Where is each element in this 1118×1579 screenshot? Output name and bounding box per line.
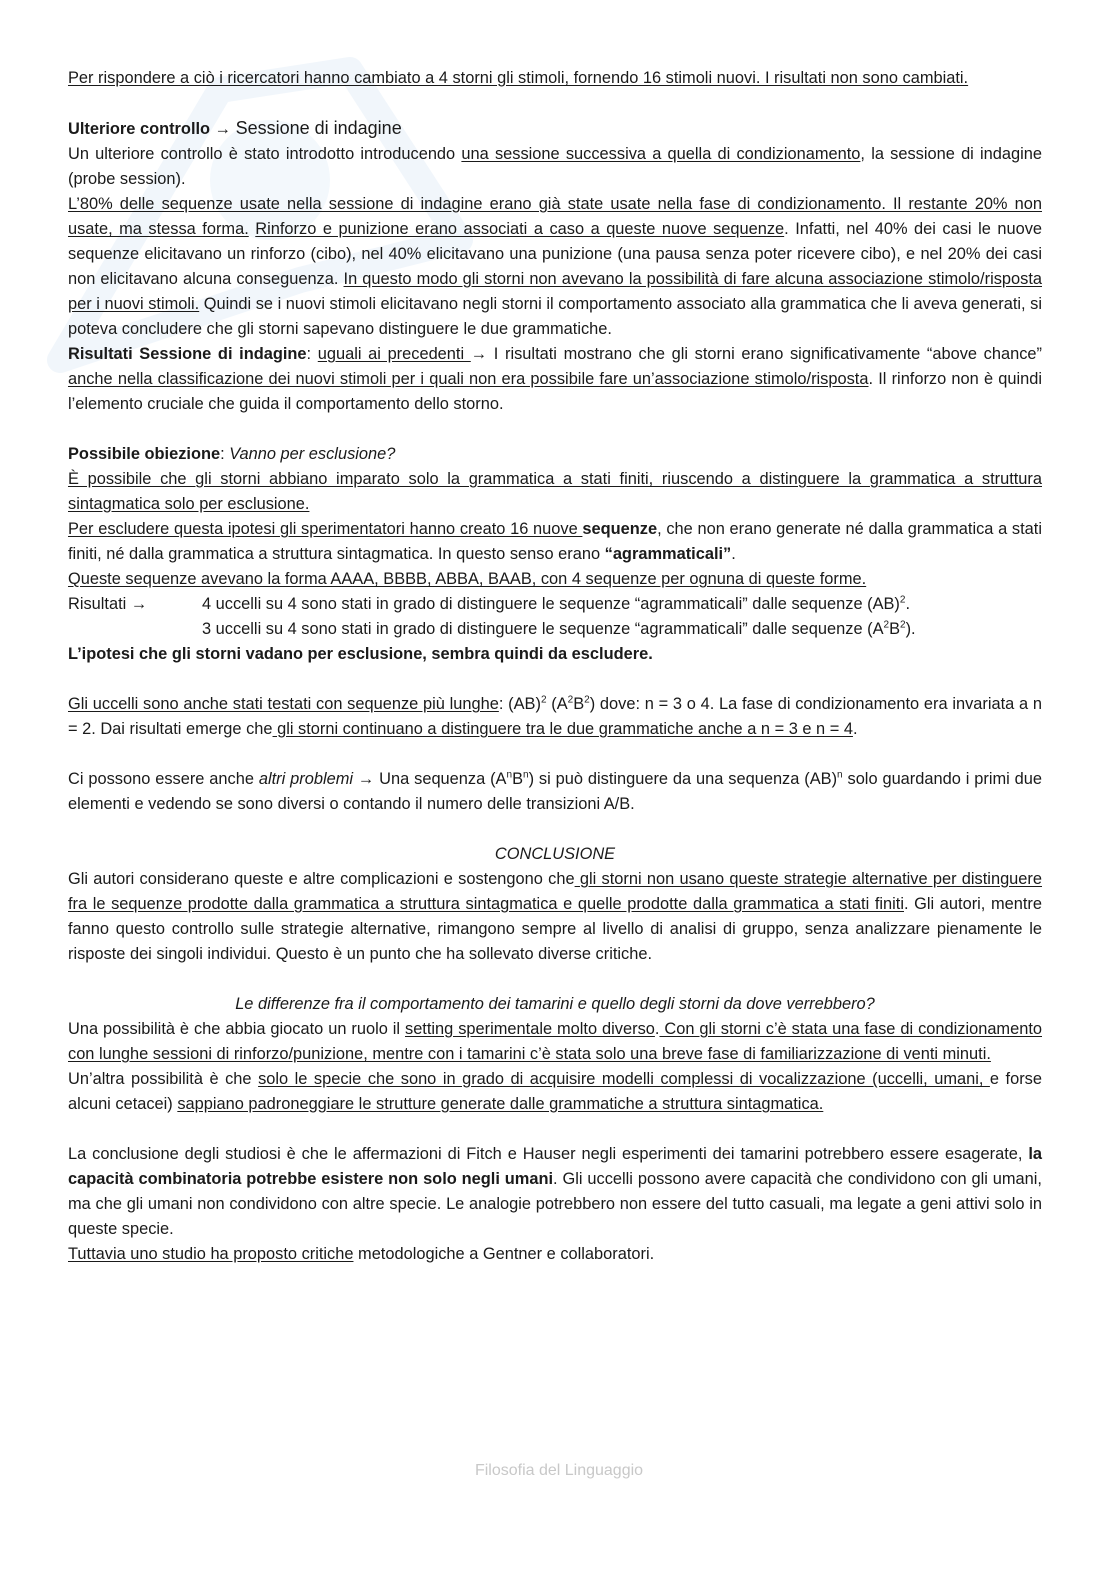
results-row-2: 3 uccelli su 4 sono stati in grado di distinguere le sequenze “agrammaticali” dalle sequenze $(A^2B^2)$. — [202, 619, 916, 638]
results-row-1 — [68, 592, 1042, 617]
paragraph-other-problems: Ci possono essere anche altri problemi → Una sequenza $(A^nB^n)$ si può distinguere da una sequenza (AB)$^n$ solo guardando i primi due elementi e vedendo se sono diversi o contando il numero delle transizioni A/B. — [68, 769, 1042, 813]
heading-conclusion: CONCLUSIONE — [494, 845, 616, 863]
paragraph-final-conclusion: La conclusione degli studiosi è che le affermazioni di Fitch e Hauser negli esperimenti dei tamarini potrebbero essere esagerate, la capacità combinatoria potrebbe esistere non solo negli umani. Gli uccelli possono avere capacità che condividono con gli umani, ma che gli umani non condividono con altre specie. Le analogie potrebbero non essere del tutto casuali, ma legate a geni attivi solo in queste specie. — [68, 1145, 1042, 1238]
heading-probe-session: Ulteriore controllo → Sessione di indagine — [68, 118, 402, 138]
paragraph-changed-stimuli: Per rispondere a ciò i ricercatori hanno cambiato a 4 storni gli stimoli, fornendo 16 stimoli nuovi. I risultati non sono cambiati. — [68, 69, 969, 87]
paragraph-agrammatical: Per escludere questa ipotesi gli sperimentatori hanno creato 16 nuove sequenze, che non erano generate né dalla grammatica a stati finiti, né dalla grammatica a struttura sintagmatica. In questo senso erano “agrammaticali”. — [68, 520, 1042, 563]
paragraph-probe-results: Risultati Sessione di indagine: uguali ai precedenti → I risultati mostrano che gli storni erano significativamente “above chance” anche nella classificazione dei nuovi stimoli per i quali non era possibile fare un’associazione stimolo/risposta. Il rinforzo non è quindi l’elemento cruciale che guida il comportamento dello storno. — [68, 345, 1042, 413]
page-footer: Filosofia del Linguaggio — [474, 1462, 644, 1479]
paragraph-exclusion-conclusion: L’ipotesi che gli storni vadano per esclusione, sembra quindi da escludere. — [68, 645, 653, 663]
paragraph-exclusion: È possibile che gli storni abbiano imparato solo la grammatica a stati finiti, riuscendo a distinguere la grammatica a struttura sintagmatica solo per esclusione. — [68, 470, 1042, 513]
paragraph-further-control: Un ulteriore controllo è stato introdotto introducendo una sessione successiva a quella di condizionamento, la sessione di indagine (probe session). — [68, 145, 1043, 188]
heading-question: Le differenze fra il comportamento dei tamarini e quello degli storni da dove verrebbero? — [235, 995, 875, 1013]
results-label: Risultati → — [68, 595, 148, 613]
paragraph-conclusion: Gli autori considerano queste e altre complicazioni e sostengono che gli storni non usano queste strategie alternative per distinguere fra le sequenze prodotte dalla grammatica a struttura sintagmatica e quelle prodotte dalla grammatica a stati finiti. Gli autori, mentre fanno questo controllo sulle strategie alternative, rimangono sempre al livello di analisi di gruppo, senza analizzare pienamente le risposte dei singoli individui. Questo è un punto che ha sollevato diverse critiche. — [68, 870, 1042, 963]
heading-objection: Possibile obiezione: Vanno per esclusione? — [68, 445, 396, 463]
paragraph-sequence-forms: Queste sequenze avevano la forma AAAA, BBBB, ABBA, BAAB, con 4 sequenze per ognuna di queste forme. — [68, 570, 867, 588]
result-1: 4 uccelli su 4 sono stati in grado di distinguere le sequenze “agrammaticali” dalle sequenze (AB)$^2$. — [202, 594, 911, 613]
paragraph-setting: Una possibilità è che abbia giocato un ruolo il setting sperimentale molto diverso. Con gli storni c’è stata una fase di condizionamento con lunghe sessioni di rinforzo/punizione, mentre con i tamarini c’è stata solo una breve fase di familiarizzazione di venti minuti. — [68, 1020, 1042, 1063]
paragraph-longer-sequences: Gli uccelli sono anche stati testati con sequenze più lunghe: (AB)$^2$ $(A^2B^2)$ dove: n = 3 o 4. La fase di condizionamento era invariata a n = 2. Dai risultati emerge che gli storni continuano a distinguere tra le due grammatiche anche a n = 3 e n = 4. — [68, 694, 1042, 738]
document-page — [68, 66, 1042, 1267]
paragraph-species: Un’altra possibilità è che solo le specie che sono in grado di acquisire modelli complessi di vocalizzazione (uccelli, umani, e forse alcuni cetacei) sappiano padroneggiare le strutture generate dalle grammatiche a struttura sintagmatica. — [68, 1070, 1042, 1113]
paragraph-criticism: Tuttavia uno studio ha proposto critiche metodologiche a Gentner e collaboratori. — [68, 1245, 655, 1263]
paragraph-probe-details: L’80% delle sequenze usate nella sessione di indagine erano già state usate nella fase di condizionamento. Il restante 20% non usate, ma stessa forma. Rinforzo e punizione erano associati a caso a queste nuove sequenze. Infatti, nel 40% dei casi le nuove sequenze elicitavano un rinforzo (cibo), nel 40% elicitavano una punizione (una pausa senza poter ricevere cibo), e nel 20% dei casi non elicitavano alcuna conseguenza. In questo modo gli storni non avevano la possibilità di fare alcuna associazione stimolo/risposta per i nuovi stimoli. Quindi se i nuovi stimoli elicitavano negli storni il comportamento associato alla grammatica che li aveva generati, si poteva concludere che gli storni sapevano distinguere le due grammatiche. — [68, 195, 1043, 338]
